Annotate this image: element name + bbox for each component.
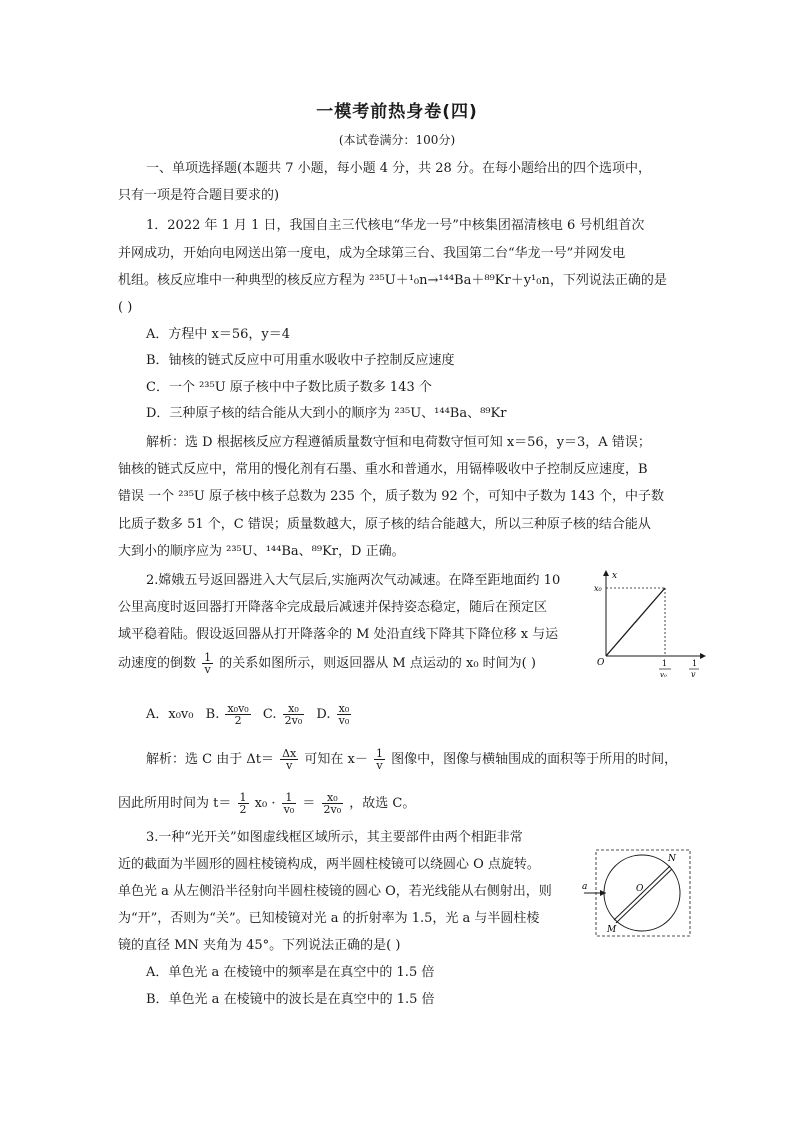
q2-stem-line4-start: 动速度的倒数: [118, 656, 197, 671]
x-tick-denominator: v₀: [660, 671, 667, 679]
q2-stem-line4-end: 的关系如图所示，则返回器从 M 点运动的 x₀ 时间为( ): [219, 656, 536, 671]
fraction-denominator: v: [286, 759, 293, 772]
q1-analysis-line2: 铀核的链式反应中，常用的慢化剂有石墨、重水和普通水，用镉棒吸收中子控制反应速度，B: [118, 462, 648, 477]
light-ray-arrow: [600, 890, 606, 896]
q2-option-b-label: B.: [205, 707, 220, 722]
q2-option-b-fraction: [225, 703, 250, 726]
fraction-numerator: 1: [204, 651, 212, 664]
q2-x-vs-inverse-v-graph: [588, 568, 708, 686]
q2-analysis-text-2: 可知在 x－: [304, 752, 368, 767]
fraction-numerator: x₀: [338, 702, 350, 715]
q1-stem-line3: 机组。核反应堆中一种典型的核反应方程为 ²³⁵U＋¹₀n→¹⁴⁴Ba＋⁸⁹Kr＋y¹₀n，下列说法正确的是: [118, 273, 667, 288]
q1-option-c: C．一个 ²³⁵U 原子核中中子数比质子数多 143 个: [146, 380, 432, 395]
label-o: O: [636, 884, 644, 894]
page-subtitle: (本试卷满分：100分): [338, 133, 456, 147]
label-a: a: [582, 882, 588, 892]
q2-option-d-label: D.: [316, 707, 331, 722]
fraction-numerator: 1: [239, 791, 247, 804]
fraction-numerator: x₀v₀: [227, 702, 249, 715]
fraction-numerator: 1: [376, 747, 384, 760]
q2-analysis-text-5: x₀ ·: [254, 796, 276, 811]
q3-stem-line5: 镜的直径 MN 夹角为 45°。下列说法正确的是( ): [118, 938, 401, 953]
fraction-numerator: x₀: [283, 703, 305, 715]
y-tick-x0: x₀: [594, 584, 602, 593]
prism-diameter-2: [616, 869, 672, 923]
y-axis-arrow: [603, 570, 609, 576]
q2-option-c-label: C.: [262, 707, 277, 722]
fraction-denominator: 2: [234, 714, 242, 727]
y-axis-label: x: [612, 571, 618, 581]
q2-analysis-half: [238, 792, 249, 815]
fraction-denominator: v₀: [283, 803, 295, 816]
x-axis-label-denominator: v: [691, 670, 696, 679]
q2-analysis-text-6: ＝: [302, 796, 316, 811]
q2-stem-line4: [118, 652, 536, 675]
fraction-denominator: 2v₀: [284, 714, 303, 727]
q2-analysis-dx-over-v: [280, 748, 298, 771]
x-tick-numerator: 1: [662, 659, 668, 668]
q3-option-b: B．单色光 a 在棱镜中的波长是在真空中的 1.5 倍: [146, 992, 435, 1007]
q1-stem-line2: 并网成功，开始向电网送出第一度电，成为全球第三台、我国第二台“华龙一号”并网发电: [118, 246, 626, 261]
q3-stem-line3: 单色光 a 从左侧沿半径射向半圆柱棱镜的圆心 O，若光线能从右侧射出，则: [118, 884, 552, 899]
q1-answer-bracket: ( ): [118, 300, 133, 315]
q2-analysis-one-over-v: [374, 748, 385, 771]
fraction-denominator: v: [204, 663, 211, 676]
q1-option-a: A．方程中 x＝56，y＝4: [146, 327, 291, 342]
q1-analysis-line1: 解析：选 D 根据核反应方程遵循质量数守恒和电荷数守恒可知 x＝56，y＝3，A 错误；: [146, 435, 651, 450]
q2-analysis-line2: [118, 792, 415, 815]
fraction-denominator: v₀: [338, 714, 350, 727]
fraction-numerator: x₀: [322, 792, 344, 804]
q2-analysis-result: [322, 792, 344, 815]
q2-analysis-text-4: 因此所用时间为 t＝: [118, 796, 232, 811]
q2-stem-line1: 2.嫦娥五号返回器进入大气层后,实施两次气动减速。在降至距地面约 10: [146, 573, 561, 588]
q1-option-b: B．铀核的链式反应中可用重水吸收中子控制反应速度: [146, 353, 455, 368]
label-m: M: [607, 925, 617, 935]
fraction-denominator: 2v₀: [323, 803, 342, 816]
fraction-numerator: 1: [282, 792, 297, 804]
section-heading-line1: 一、单项选择题(本题共 7 小题，每小题 4 分，共 28 分。在每小题给出的四个选项中，: [146, 161, 651, 176]
q2-analysis-text-3: 图像中，图像与横轴围成的面积等于所用的时间，: [391, 752, 678, 767]
q3-stem-line1: 3.一种“光开关”如图虚线框区域所示，其主要部件由两个相距非常: [146, 830, 523, 845]
q3-stem-line2: 近的截面为半圆形的圆柱棱镜构成，两半圆柱棱镜可以绕圆心 O 点旋转。: [118, 857, 540, 872]
q2-analysis-line1: [146, 748, 677, 771]
q2-option-d-fraction: [337, 703, 352, 726]
q2-stem-line2: 公里高度时返回器打开降落伞完成最后减速并保持姿态稳定，随后在预定区: [118, 600, 548, 615]
q1-analysis-line4: 比质子数多 51 个，C 错误；质量数越大，原子核的结合能越大，所以三种原子核的结合能从: [118, 517, 651, 532]
q1-analysis-line3: 错误 一个 ²³⁵U 原子核中核子总数为 235 个，质子数为 92 个，可知中子数为 143 个，中子数: [118, 489, 664, 504]
q3-optical-switch-figure: [574, 848, 694, 940]
q1-analysis-line5: 大到小的顺序应为 ²³⁵U、¹⁴⁴Ba、⁸⁹Kr，D 正确。: [118, 544, 405, 559]
x-axis-label-numerator: 1: [692, 659, 698, 668]
x-axis-arrow: [700, 653, 706, 659]
q2-analysis-text-1: 解析：选 C 由于 Δt＝: [146, 752, 274, 767]
q1-stem-line1: 1．2022 年 1 月 1 日，我国自主三代核电“华龙一号”中核集团福清核电 6 号机组首次: [146, 218, 645, 233]
q1-option-d: D．三种原子核的结合能从大到小的顺序为 ²³⁵U、¹⁴⁴Ba、⁸⁹Kr: [146, 406, 507, 421]
page-title: 一模考前热身卷(四): [316, 102, 478, 122]
section-heading-line2: 只有一项是符合题目要求的): [118, 188, 280, 203]
q2-options: [146, 703, 353, 726]
q2-reciprocal-v-fraction: [202, 652, 213, 675]
q2-stem-line3: 域平稳着陆。假设返回器从打开降落伞的 M 处沿直线下降其下降位移 x 与运: [118, 627, 559, 642]
q2-option-c-fraction: [283, 703, 305, 726]
q2-option-a: A．x₀v₀: [146, 707, 194, 722]
graph-line: [606, 588, 665, 656]
q3-stem-line4: 为“开”，否则为“关”。已知棱镜对光 a 的折射率为 1.5，光 a 与半圆柱棱: [118, 911, 540, 926]
q3-option-a: A．单色光 a 在棱镜中的频率是在真空中的 1.5 倍: [146, 965, 435, 980]
q2-analysis-one-over-v0: [282, 792, 297, 815]
label-n: N: [668, 854, 676, 864]
fraction-denominator: 2: [239, 803, 247, 816]
origin-label: O: [597, 658, 605, 668]
q2-analysis-text-7: ，故选 C。: [349, 796, 416, 811]
fraction-numerator: Δx: [282, 747, 297, 760]
fraction-denominator: v: [376, 759, 383, 772]
